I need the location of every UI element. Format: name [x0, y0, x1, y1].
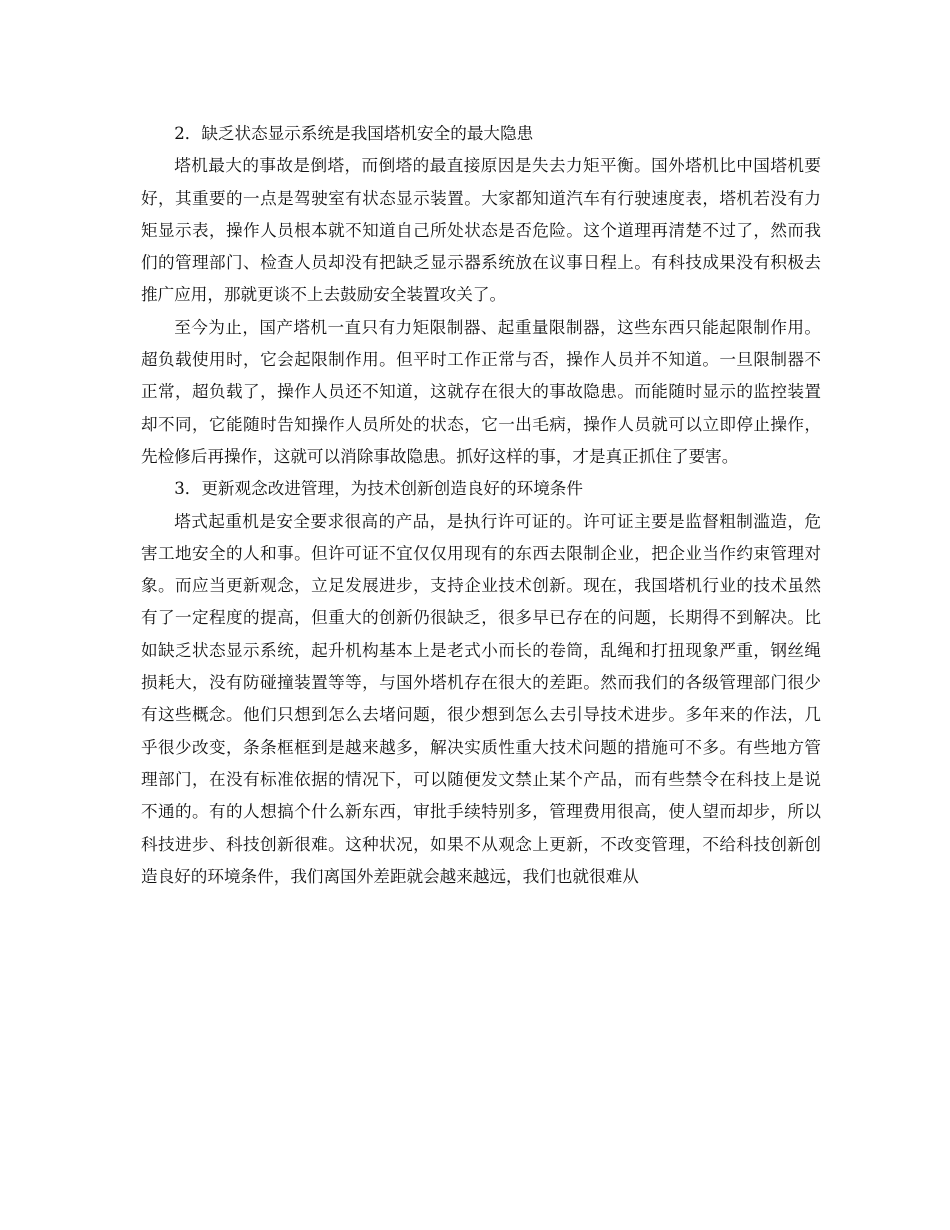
document-body	[141, 118, 821, 893]
section-heading-3: 3．更新观念改进管理，为技术创新创造良好的环境条件	[174, 479, 583, 499]
body-paragraph: 塔式起重机是安全要求很高的产品，是执行许可证的。许可证主要是监督粗制滥造，危害工地安全的人和事。但许可证不宜仅仅用现有的东西去限制企业，把企业当作约束管理对象。而应当更新观念，立足发展进步，支持企业技术创新。现在，我国塔机行业的技术虽然有了一定程度的提高，但重大的创新仍很缺乏，很多早已存在的问题，长期得不到解决。比如缺乏状态显示系统，起升机构基本上是老式小而长的卷筒，乱绳和打扭现象严重，钢丝绳损耗大，没有防碰撞装置等等，与国外塔机存在很大的差距。然而我们的各级管理部门很少有这些概念。他们只想到怎么去堵问题，很少想到怎么去引导技术进步。多年来的作法，几乎很少改变，条条框框到是越来越多，解决实质性重大技术问题的措施可不多。有些地方管理部门，在没有标准依据的情况下，可以随便发文禁止某个产品，而有些禁令在科技上是说不通的。有的人想搞个什么新东西，审批手续特别多，管理费用很高，使人望而却步，所以科技进步、科技创新很难。这种状况，如果不从观念上更新，不改变管理，不给科技创新创造良好的环境条件，我们离国外差距就会越来越远，我们也就很难从	[141, 511, 821, 886]
section-heading-2: 2．缺乏状态显示系统是我国塔机安全的最大隐患	[174, 124, 534, 143]
body-paragraph: 塔机最大的事故是倒塔，而倒塔的最直接原因是失去力矩平衡。国外塔机比中国塔机要好，其重要的一点是驾驶室有状态显示装置。大家都知道汽车有行驶速度表，塔机若没有力矩显示表，操作人员根本就不知道自己所处状态是否危险。这个道理再清楚不过了，然而我们的管理部门、检查人员却没有把缺乏显示器系统放在议事日程上。有科技成果没有积极去推广应用，那就更谈不上去鼓励安全装置攻关了。	[141, 156, 821, 305]
body-paragraph: 至今为止，国产塔机一直只有力矩限制器、起重量限制器，这些东西只能起限制作用。超负载使用时，它会起限制作用。但平时工作正常与否，操作人员并不知道。一旦限制器不正常，超负载了，操作人员还不知道，这就存在很大的事故隐患。而能随时显示的监控装置却不同，它能随时告知操作人员所处的状态，它一出毛病，操作人员就可以立即停止操作，先检修后再操作，这就可以消除事故隐患。抓好这样的事，才是真正抓住了要害。	[141, 317, 821, 466]
